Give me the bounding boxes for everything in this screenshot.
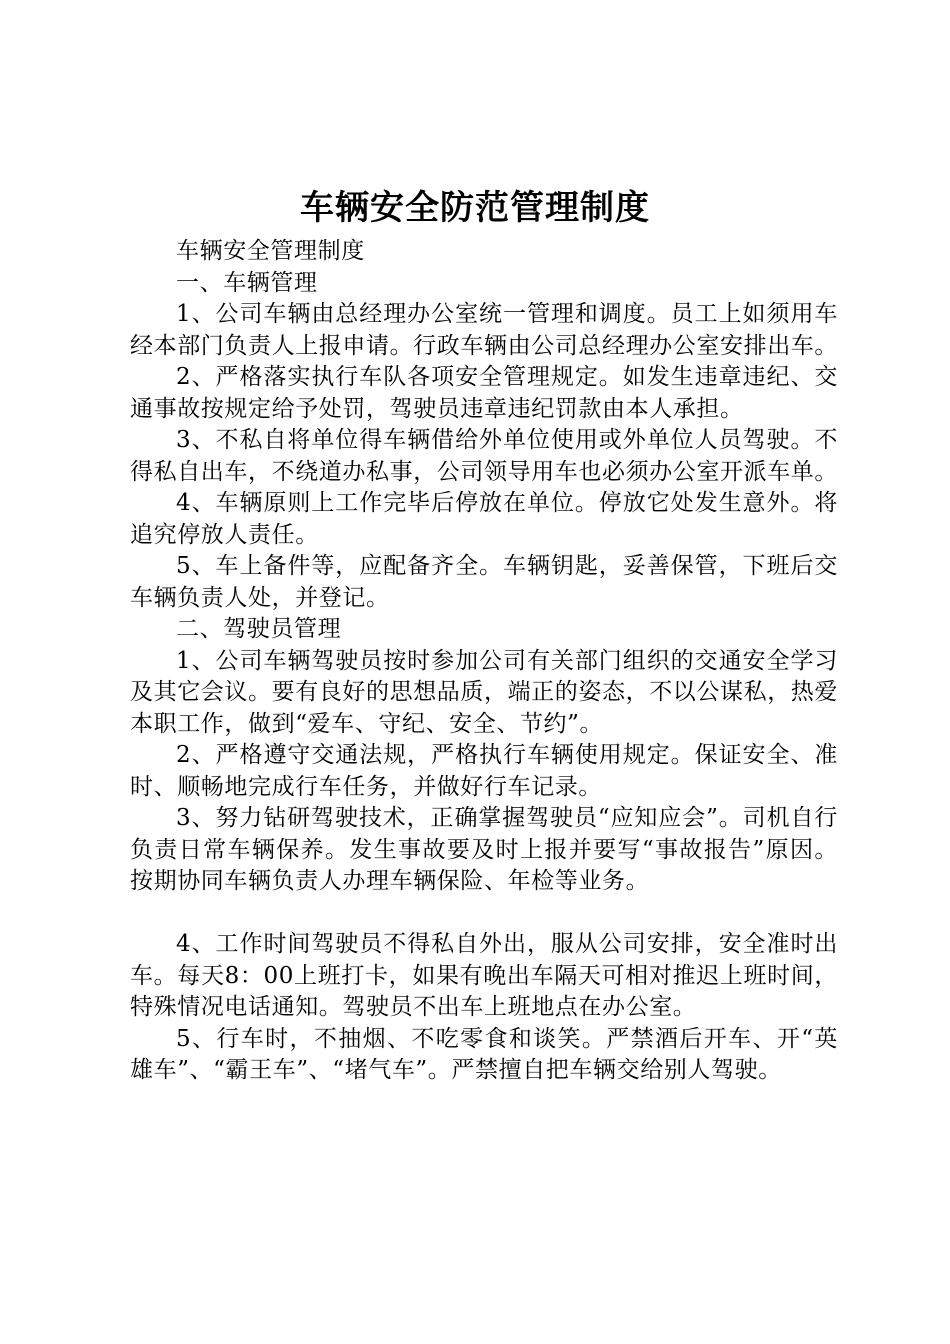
paragraph-driver-4: 4、工作时间驾驶员不得私自外出，服从公司安排，安全准时出车。每天8：00上班打卡，如果有晚出车隔天可相对推迟上班时间，特殊情况电话通知。驾驶员不出车上班地点在办公室。 [130, 931, 838, 1020]
paragraph-driver-1: 1、公司车辆驾驶员按时参加公司有关部门组织的交通安全学习及其它会议。要有良好的思想品质，端正的姿态，不以公谋私，热爱本职工作，做到“爱车、守纪、安全、节约”。 [130, 647, 838, 737]
document-body [130, 236, 838, 1087]
paragraph-driver-3: 3、努力钻研驾驶技术，正确掌握驾驶员“应知应会”。司机自行负责日常车辆保养。发生事故要及时上报并要写“事故报告”原因。按期协同车辆负责人办理车辆保险、年检等业务。 [130, 805, 838, 894]
section-heading-driver-management: 二、驾驶员管理 [176, 616, 342, 642]
paragraph-subtitle: 车辆安全管理制度 [176, 238, 365, 264]
paragraph-driver-5: 5、行车时，不抽烟、不吃零食和谈笑。严禁酒后开车、开“英雄车”、“霸王车”、“堵气车”。严禁擅自把车辆交给别人驾驶。 [130, 1025, 838, 1083]
document-title: 车辆安全防范管理制度 [300, 188, 650, 228]
paragraph-vehicle-3: 3、不私自将单位得车辆借给外单位使用或外单位人员驾驶。不得私自出车，不绕道办私事，公司领导用车也必须办公室开派车单。 [130, 427, 838, 485]
paragraph-vehicle-5: 5、车上备件等，应配备齐全。车辆钥匙，妥善保管，下班后交车辆负责人处，并登记。 [130, 553, 838, 611]
paragraph-vehicle-4: 4、车辆原则上工作完毕后停放在单位。停放它处发生意外。将追究停放人责任。 [130, 490, 838, 548]
section-heading-vehicle-management: 一、车辆管理 [176, 269, 318, 296]
paragraph-vehicle-2: 2、严格落实执行车队各项安全管理规定。如发生违章违纪、交通事故按规定给予处罚，驾驶员违章违纪罚款由本人承担。 [130, 364, 838, 422]
paragraph-driver-2: 2、严格遵守交通法规，严格执行车辆使用规定。保证安全、准时、顺畅地完成行车任务，并做好行车记录。 [130, 742, 838, 800]
paragraph-vehicle-1: 1、公司车辆由总经理办公室统一管理和调度。员工上如须用车经本部门负责人上报申请。行政车辆由公司总经理办公室安排出车。 [130, 301, 838, 359]
